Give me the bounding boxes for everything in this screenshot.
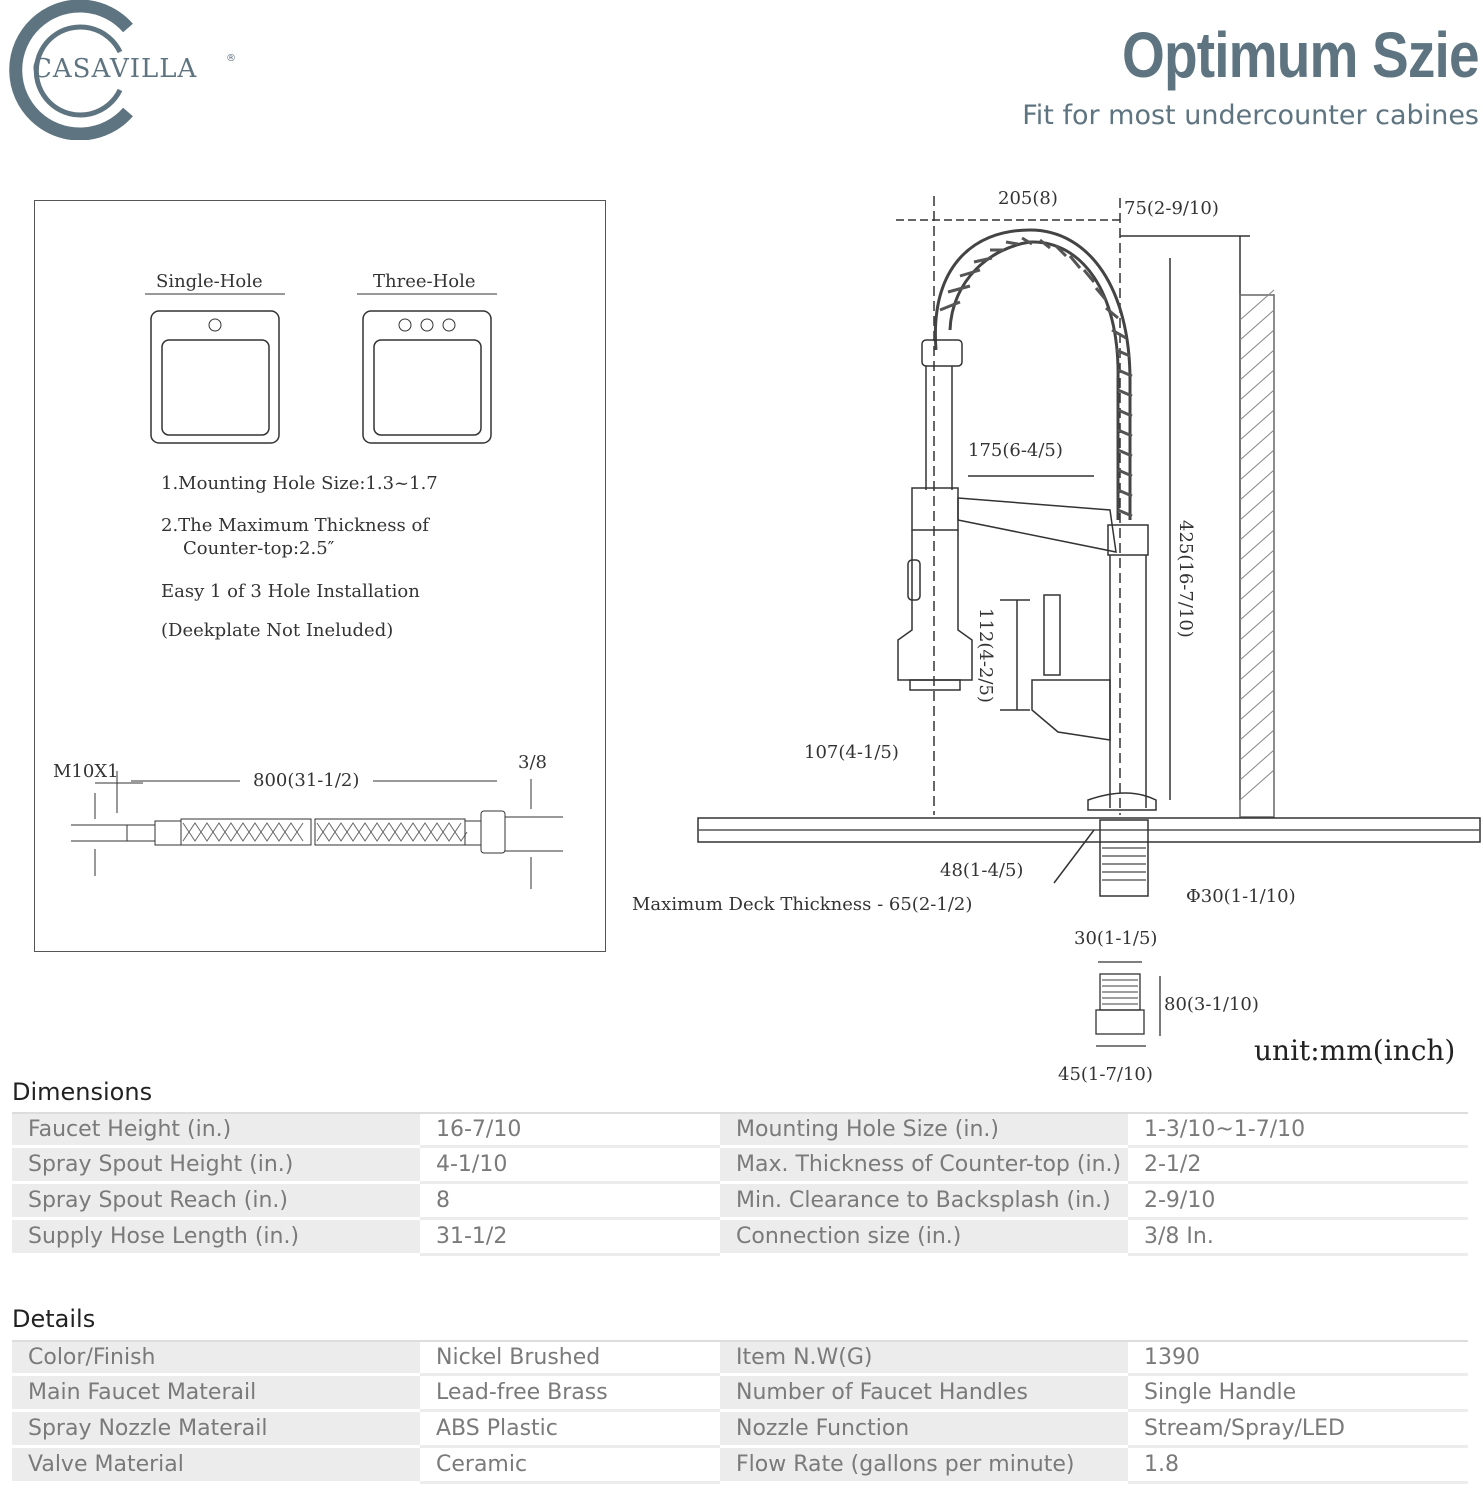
table-cell: Supply Hose Length (in.) — [12, 1220, 420, 1256]
table-row — [12, 1412, 1468, 1448]
mounting-nut-drawing — [1090, 950, 1170, 1060]
table-row — [12, 1220, 1468, 1256]
note-deckplate: (Deekplate Not Ineluded) — [161, 620, 394, 641]
table-row — [12, 1448, 1468, 1484]
dim-backsplash-clearance: 75(2-9/10) — [1124, 198, 1219, 219]
page-subtitle: Fit for most undercounter cabines — [1022, 100, 1479, 131]
hose-connection-label: 3/8 — [518, 752, 547, 773]
dim-handle-height: 112(4-2/5) — [975, 608, 996, 703]
brand-registered-mark: ® — [226, 53, 236, 64]
details-table — [12, 1340, 1468, 1484]
brand-name: CASAVILLA — [32, 54, 198, 84]
installation-panel — [34, 200, 606, 952]
brand-logo — [0, 0, 260, 140]
table-cell: 8 — [420, 1184, 720, 1220]
table-cell: Number of Faucet Handles — [720, 1376, 1128, 1412]
dimensions-title: Dimensions — [12, 1078, 153, 1106]
table-row — [12, 1376, 1468, 1412]
table-cell: Spray Nozzle Materail — [12, 1412, 420, 1448]
table-cell: 1390 — [1128, 1340, 1468, 1376]
table-cell: Main Faucet Materail — [12, 1376, 420, 1412]
table-cell: ABS Plastic — [420, 1412, 720, 1448]
table-cell: Min. Clearance to Backsplash (in.) — [720, 1184, 1128, 1220]
table-cell: 1-3/10~1-7/10 — [1128, 1112, 1468, 1148]
table-cell: 4-1/10 — [420, 1148, 720, 1184]
table-cell: Max. Thickness of Counter-top (in.) — [720, 1148, 1128, 1184]
three-hole-label: Three-Hole — [373, 271, 476, 292]
page-title: Optimum Szie — [1122, 19, 1479, 91]
dim-deck-thickness: Maximum Deck Thickness - 65(2-1/2) — [632, 894, 973, 915]
table-cell: 2-1/2 — [1128, 1148, 1468, 1184]
details-title: Details — [12, 1305, 96, 1333]
table-cell: Nozzle Function — [720, 1412, 1128, 1448]
table-cell: Single Handle — [1128, 1376, 1468, 1412]
note-mounting-hole: 1.Mounting Hole Size:1.3~1.7 — [161, 473, 438, 494]
table-cell: Nickel Brushed — [420, 1340, 720, 1376]
table-row — [12, 1184, 1468, 1220]
table-cell: 16-7/10 — [420, 1112, 720, 1148]
dim-base-height: 48(1-4/5) — [940, 860, 1024, 881]
dim-faucet-height: 425(16-7/10) — [1175, 520, 1196, 638]
note-thickness-line1: 2.The Maximum Thickness of — [161, 515, 429, 536]
dim-spray-height: 107(4-1/5) — [804, 742, 899, 763]
table-cell: Spray Spout Height (in.) — [12, 1148, 420, 1184]
table-cell: Flow Rate (gallons per minute) — [720, 1448, 1128, 1484]
dim-spout-length: 175(6-4/5) — [968, 440, 1063, 461]
dim-nut-top: 30(1-1/5) — [1074, 928, 1158, 949]
dim-shank-diameter: Φ30(1-1/10) — [1186, 886, 1296, 907]
table-cell: Color/Finish — [12, 1340, 420, 1376]
table-cell: Item N.W(G) — [720, 1340, 1128, 1376]
table-cell: Faucet Height (in.) — [12, 1112, 420, 1148]
table-cell: 1.8 — [1128, 1448, 1468, 1484]
dimensions-table — [12, 1112, 1468, 1256]
table-cell: Connection size (in.) — [720, 1220, 1128, 1256]
table-cell: Spray Spout Reach (in.) — [12, 1184, 420, 1220]
table-row — [12, 1340, 1468, 1376]
sink-hole-diagrams — [35, 201, 607, 953]
table-cell: Valve Material — [12, 1448, 420, 1484]
single-hole-label: Single-Hole — [156, 271, 263, 292]
dim-nut-height: 80(3-1/10) — [1164, 994, 1259, 1015]
hose-length-label: 800(31-1/2) — [253, 770, 360, 791]
table-row — [12, 1148, 1468, 1184]
table-cell: 3/8 In. — [1128, 1220, 1468, 1256]
dim-nut-bottom: 45(1-7/10) — [1058, 1064, 1153, 1085]
table-cell: Stream/Spray/LED — [1128, 1412, 1468, 1448]
table-cell: Lead-free Brass — [420, 1376, 720, 1412]
note-thickness-line2: Counter-top:2.5″ — [183, 538, 335, 559]
table-cell: 31-1/2 — [420, 1220, 720, 1256]
table-cell: Ceramic — [420, 1448, 720, 1484]
faucet-dimension-drawing — [690, 180, 1483, 900]
hose-thread-label: M10X1 — [53, 761, 119, 782]
note-installation: Easy 1 of 3 Hole Installation — [161, 581, 420, 602]
table-cell: 2-9/10 — [1128, 1184, 1468, 1220]
unit-label: unit:mm(inch) — [1254, 1034, 1456, 1067]
table-cell: Mounting Hole Size (in.) — [720, 1112, 1128, 1148]
dim-spout-reach: 205(8) — [998, 188, 1058, 209]
table-row — [12, 1112, 1468, 1148]
